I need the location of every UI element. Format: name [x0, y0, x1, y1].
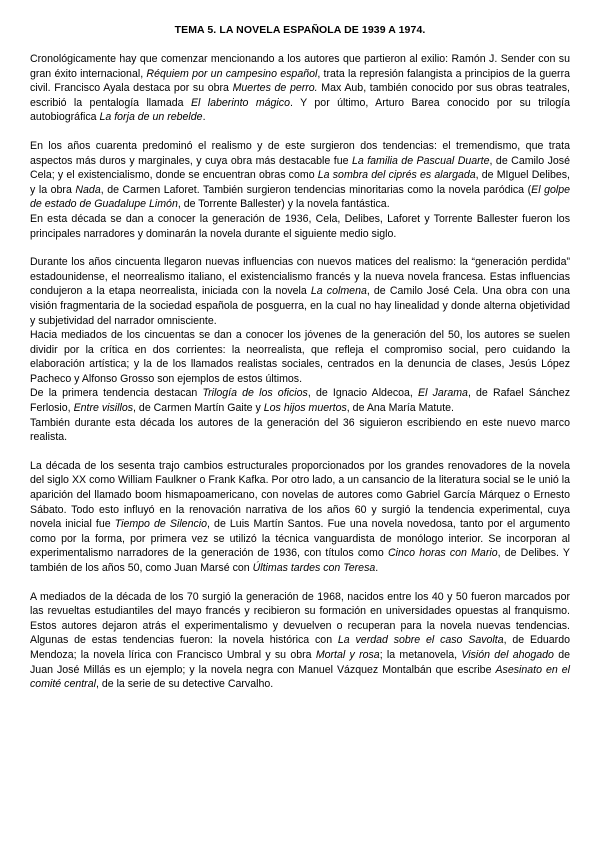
work-title: Tiempo de Silencio: [114, 518, 208, 531]
text-run: De la primera tendencia destacan: [30, 387, 203, 400]
text-run: A mediados de la década de los 70 surgió la generación de 1968, nacidos entre los 40 y 50 fueron marcados por las revueltas estudiantiles del mayo francés y recibieron su formación en universidades opuestas al franquismo. Estos autores dejaron atrás el experimentalismo y devuelven o recuperan para la novela nuevas tendencias. Algunas de estas tendencias fueron: la novela histórica con: [30, 590, 570, 647]
text-run: ; la metanovela,: [379, 648, 462, 661]
work-title: Nada: [75, 183, 101, 196]
text-run: Max Aub, también conocido por sus obras teatrales, escribió la pentalogía llamada: [30, 82, 570, 109]
paragraph-exile-authors: [30, 52, 570, 125]
paragraph-generation-36-continues: [30, 416, 570, 445]
text-run: , trata la represión falangista a principios de la guerra civil. Francisco Ayala destaca por su obra: [30, 67, 570, 95]
text-run: En esta década se dan a conocer la generación de 1936, Cela, Delibes, Laforet y Torrente Ballester fueron los principales narradores y dominarán la novela durante el siguiente medio siglo.: [30, 212, 570, 240]
text-run: .: [375, 562, 379, 574]
text-run: La década de los sesenta trajo cambios estructurales proporcionados por los grandes renovadores de la novela del siglo XX como William Faulkner o Frank Kafka. Por otro lado, a un cansancio de la literatura social se le unió la aparición del llamado boom hismapoamericano, con novelas de autores como Gabriel García Márquez o Ernesto Sábato. Todo esto influyó en la renovación narrativa de los años 60 y surgió la tendencia experimental, cuya novela inicial fue: [30, 459, 570, 531]
text-run: . Y por último, Arturo Barea conocido por su trilogía autobiográfica: [30, 96, 571, 124]
text-run: , de Luis Martín Santos. Fue una novela novedosa, tanto por el argumento como por la forma, por primera vez se utilizó la técnica vanguardista de monólogo interior. Se incorporan al experimentalismo narradores de la generación de 1936, con títulos como: [30, 518, 570, 560]
text-run: , de Carmen Laforet. También surgieron tendencias minoritarias como la novela paródica (: [100, 183, 532, 196]
paragraph-forties-realism: [30, 139, 570, 212]
work-title: Réquiem por un campesino español: [146, 67, 318, 80]
text-run: Cronológicamente hay que comenzar mencionando a los autores que partieron al exilio: Ramón J. Sender con su gran éxito internacional,: [30, 53, 570, 80]
work-title: Los hijos muertos: [263, 402, 347, 415]
work-title: Muertes de perro.: [232, 82, 318, 95]
work-title: Últimas tardes con Teresa: [252, 562, 376, 574]
paragraph-sixties-experimental: [30, 459, 570, 576]
paragraph-first-tendency: [30, 386, 570, 415]
work-title: Asesinato en el comité central: [30, 663, 570, 691]
work-title: La familia de Pascual Duarte: [351, 154, 490, 167]
work-title: La verdad sobre el caso Savolta: [337, 634, 504, 647]
text-run: , de Rafael Sánchez Ferlosio,: [30, 387, 570, 415]
text-run: , de Eduardo Mendoza; la novela lírica con Francisco Umbral y su obra: [30, 634, 570, 661]
work-title: Trilogía de los oficios: [202, 387, 308, 400]
text-run: de Juan José Millás es un ejemplo; y la novela negra con Manuel Vázquez Montalbán que escribe: [30, 648, 570, 676]
page-title: TEMA 5. LA NOVELA ESPAÑOLA DE 1939 A 1974.: [174, 24, 426, 36]
text-run: , de la serie de su detective Carvalho.: [95, 678, 274, 691]
paragraph-generation-1936: [30, 212, 570, 241]
text-run: , de Camilo José Cela; y el existencialismo, donde se encuentran obras como: [30, 154, 570, 182]
work-title: La colmena: [310, 285, 367, 298]
text-run: , de Carmen Martín Gaite y: [133, 402, 264, 415]
text-run: , de MIguel Delibes, y la obra: [30, 169, 570, 196]
text-run: , de Torrente Ballester) y la novela fantástica.: [177, 198, 390, 211]
work-title: La forja de un rebelde: [99, 111, 203, 124]
work-title: El Jarama: [418, 387, 468, 400]
work-title: Cinco horas con Mario: [387, 547, 498, 560]
text-run: Durante los años cincuenta llegaron nuevas influencias con nuevos matices del realismo: la “generación perdida” estadounidense, el neorrealismo italiano, el existencialismo francés y la nueva novela francesa. Estas influencias condujeron a la etapa neorrealista, iniciada con la novela: [30, 256, 570, 298]
text-run: , de Camilo José Cela. Una obra con una visión fragmentaria de la sociedad española de posguerra, en la cual no hay linealidad y donde alterna objetividad y subjetividad del narrador omnisciente.: [30, 285, 570, 327]
paragraph-generation-50: [30, 328, 570, 386]
paragraph-generation-1968: [30, 590, 570, 692]
text-run: También durante esta década los autores de la generación del 36 siguieron escribiendo en este nuevo marco realista.: [30, 416, 570, 444]
section-fifties: [30, 255, 570, 445]
work-title: El laberinto mágico: [190, 96, 290, 109]
text-run: , de Delibes. Y también de los años 50, como Juan Marsé con: [30, 547, 570, 574]
text-run: , de Ana María Matute.: [346, 402, 454, 415]
section-forties: [30, 139, 570, 241]
document-page: [30, 24, 570, 706]
work-title: La sombra del ciprés es alargada: [317, 169, 476, 182]
text-run: .: [202, 111, 206, 124]
text-run: En los años cuarenta predominó el realismo y de este surgieron dos tendencias: el tremendismo, que trata aspectos más duros y marginales, y cuya obra más destacable fue: [30, 139, 570, 167]
text-run: , de Ignacio Aldecoa,: [307, 387, 419, 400]
work-title: El golpe de estado de Guadalupe Limón: [30, 183, 571, 211]
text-run: Hacia mediados de los cincuentas se dan a conocer los jóvenes de la generación del 50, los autores se suelen dividir por la crítica en dos corrientes: la neorrealista, que refleja el compromiso social, pero cuidando la elaboración artística; y la de los llamados realistas sociales, centrados en la denuncia de clases, Jesús López Pacheco y Alfonso Grosso son ejemplos de estos últimos.: [30, 329, 570, 385]
paragraph-fifties-influences: [30, 255, 570, 328]
work-title: Mortal y rosa: [315, 648, 380, 661]
work-title: Visión del ahogado: [461, 648, 554, 661]
work-title: Entre visillos: [73, 402, 134, 415]
